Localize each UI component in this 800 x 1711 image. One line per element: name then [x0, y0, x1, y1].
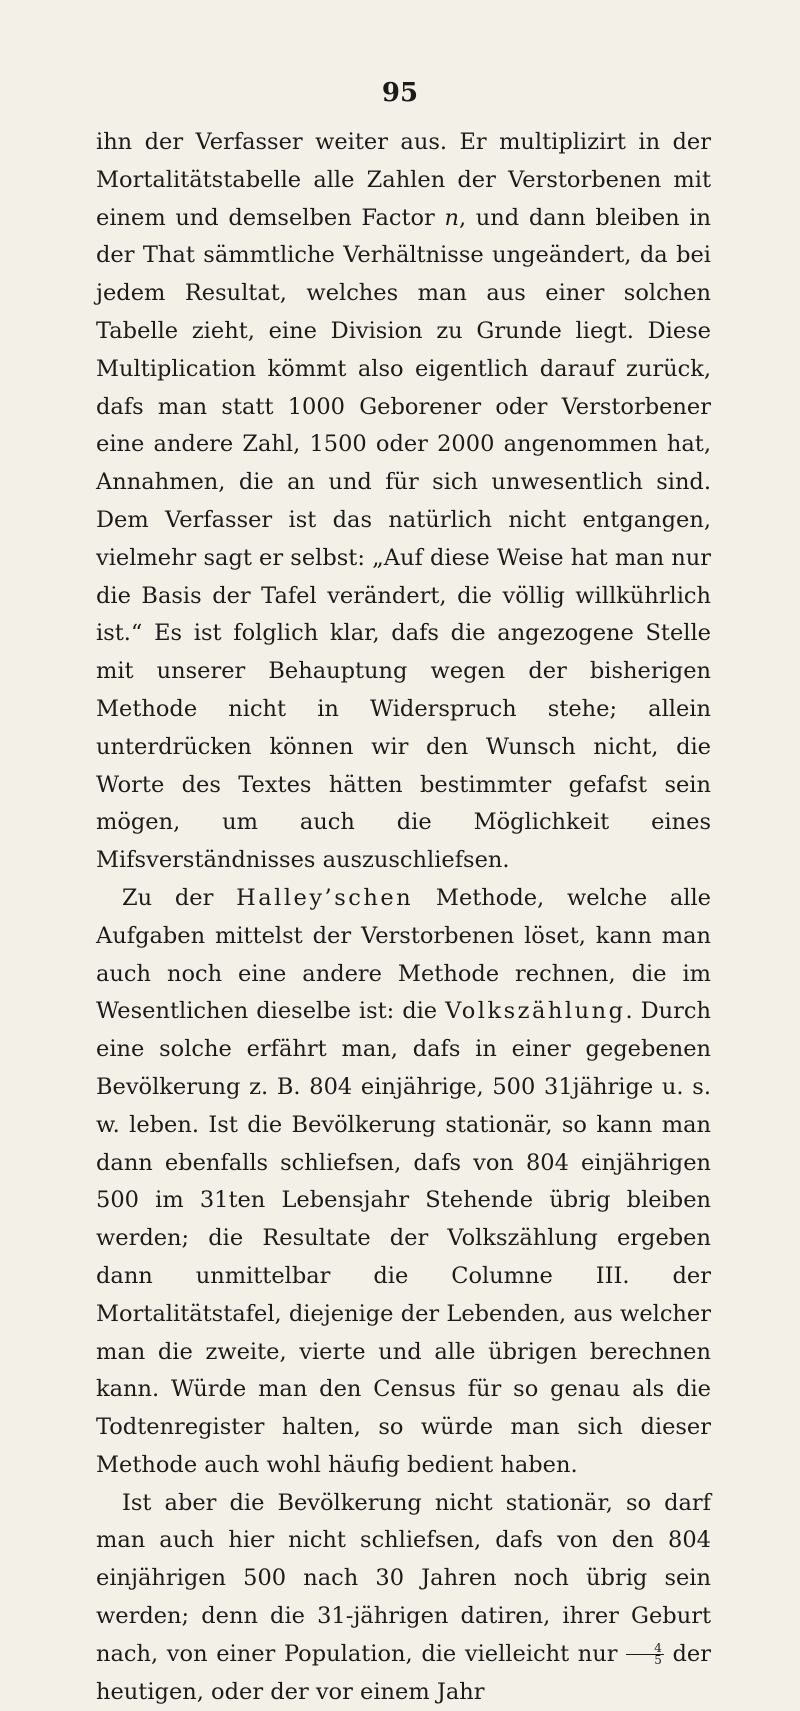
factor-n: n: [444, 204, 459, 231]
fraction-denominator: 5: [654, 1653, 662, 1668]
body-text: [96, 124, 711, 1711]
spaced-name-halley: Halley’schen: [236, 884, 414, 911]
text-segment: der heutigen, oder der vor einem Jahr: [96, 1640, 711, 1705]
text-segment: Zu der: [122, 884, 237, 911]
text-segment: ihn der Verfasser weiter aus. Er multiplizirt in der Mortalitätstabelle alle Zahlen der Verstorbenen mit einem und demselben Factor: [96, 129, 711, 231]
paragraph-3: [96, 1485, 711, 1711]
paragraph-2: [96, 880, 711, 1485]
spaced-term-volkszaehlung: Volkszählung: [445, 998, 626, 1025]
page-number: 95: [381, 78, 419, 108]
text-segment: , und dann bleiben in der That sämmtliche Verhältnisse ungeändert, da bei jedem Resultat, welches man aus einer solchen Tabelle zieht, eine Division zu Grunde liegt. Diese Multiplication kömmt also eigentlich darauf zurück, dafs man statt 1000 Geborener oder Verstorbener eine andere Zahl, 1500 oder 2000 angenommen hat, Annahmen, die an und für sich unwesentlich sind. Dem Verfasser ist das natürlich nicht entgangen, vielmehr sagt er selbst: „Auf diese Weise hat man nur die Basis der Tafel verändert, die völlig willkührlich ist.“ Es ist folglich klar, dafs die angezogene Stelle mit unserer Behauptung wegen der bisherigen Methode nicht in Widerspruch stehe; allein unterdrücken können wir den Wunsch nicht, die Worte des Textes hätten bestimmter gefafst sein mögen, um auch die Möglichkeit eines Mifsverständnisses auszuschliefsen.: [96, 204, 711, 874]
fraction-numerator: 4: [626, 1643, 664, 1655]
text-segment: Methode, welche alle Aufgaben mittelst der Verstorbenen löset, kann man auch noch eine andere Methode rechnen, die im Wesentlichen dieselbe ist: die: [96, 884, 711, 1025]
paragraph-1: [96, 124, 711, 880]
fraction: [626, 1643, 664, 1666]
text-segment: . Durch eine solche erfährt man, dafs in einer gegebenen Bevölkerung z. B. 804 einjährige, 500 31jährige u. s. w. leben. Ist die Bevölkerung stationär, so kann man dann ebenfalls schliefsen, dafs von 804 einjährigen 500 im 31ten Lebensjahr Stehende übrig bleiben werden; die Resultate der Volkszählung ergeben dann unmittelbar die Columne III. der Mortalitätstafel, diejenige der Lebenden, aus welcher man die zweite, vierte und alle übrigen berechnen kann. Würde man den Census für so genau als die Todtenregister halten, so würde man sich dieser Methode auch wohl häufig bedient haben.: [96, 998, 711, 1478]
text-segment: Ist aber die Bevölkerung nicht stationär, so darf man auch hier nicht schliefsen, dafs von den 804 einjährigen 500 nach 30 Jahren noch übrig sein werden; denn die 31-jährigen datiren, ihrer Geburt nach, von einer Population, die vielleicht nur: [96, 1489, 711, 1667]
